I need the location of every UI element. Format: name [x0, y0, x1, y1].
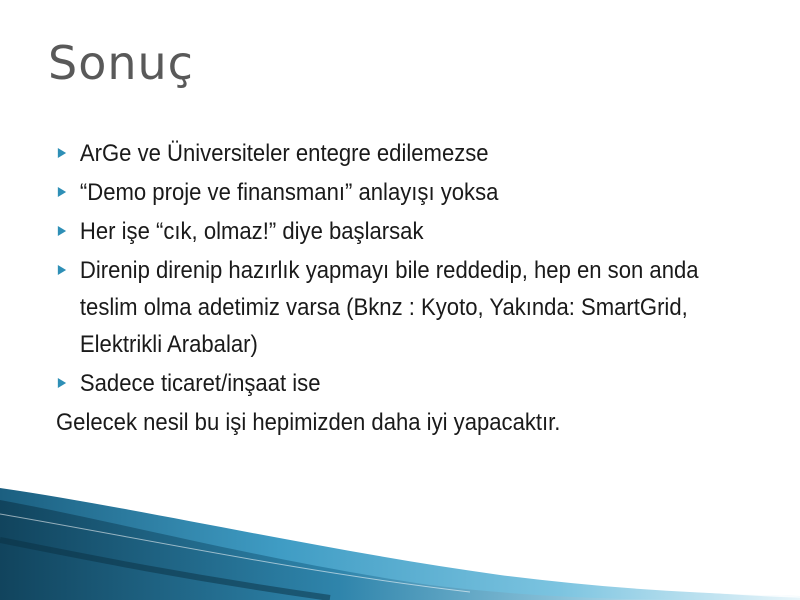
- bullet-item: [56, 213, 700, 250]
- bullet-text: Her işe “cık, olmaz!” diye başlarsak: [79, 218, 424, 245]
- bullet-text: ArGe ve Üniversiteler entegre edilemezse: [79, 140, 489, 167]
- slide-title: Sonuç: [48, 36, 194, 90]
- bullet-arrow-icon: [58, 265, 66, 275]
- bullet-item: [56, 252, 700, 363]
- decorative-wave-graphic: [0, 480, 800, 600]
- slide-content: [56, 135, 700, 441]
- bullet-arrow-icon: [58, 378, 66, 388]
- bullet-arrow-icon: [58, 187, 66, 197]
- closing-statement: Gelecek nesil bu işi hepimizden daha iyi yapacaktır.: [56, 409, 561, 436]
- bullet-text: Direnip direnip hazırlık yapmayı bile reddedip, hep en son anda teslim olma adetimiz varsa (Bknz : Kyoto, Yakında: SmartGrid, Elektrikli Arabalar): [79, 257, 699, 358]
- bullet-arrow-icon: [58, 226, 66, 236]
- bullet-item: [56, 174, 700, 211]
- bullet-text: “Demo proje ve finansmanı” anlayışı yoksa: [79, 179, 499, 206]
- bullet-text: Sadece ticaret/inşaat ise: [79, 370, 321, 397]
- bullet-item: [56, 365, 700, 402]
- bullet-item: [56, 135, 700, 172]
- bullet-list: [56, 135, 700, 402]
- bullet-arrow-icon: [58, 148, 66, 158]
